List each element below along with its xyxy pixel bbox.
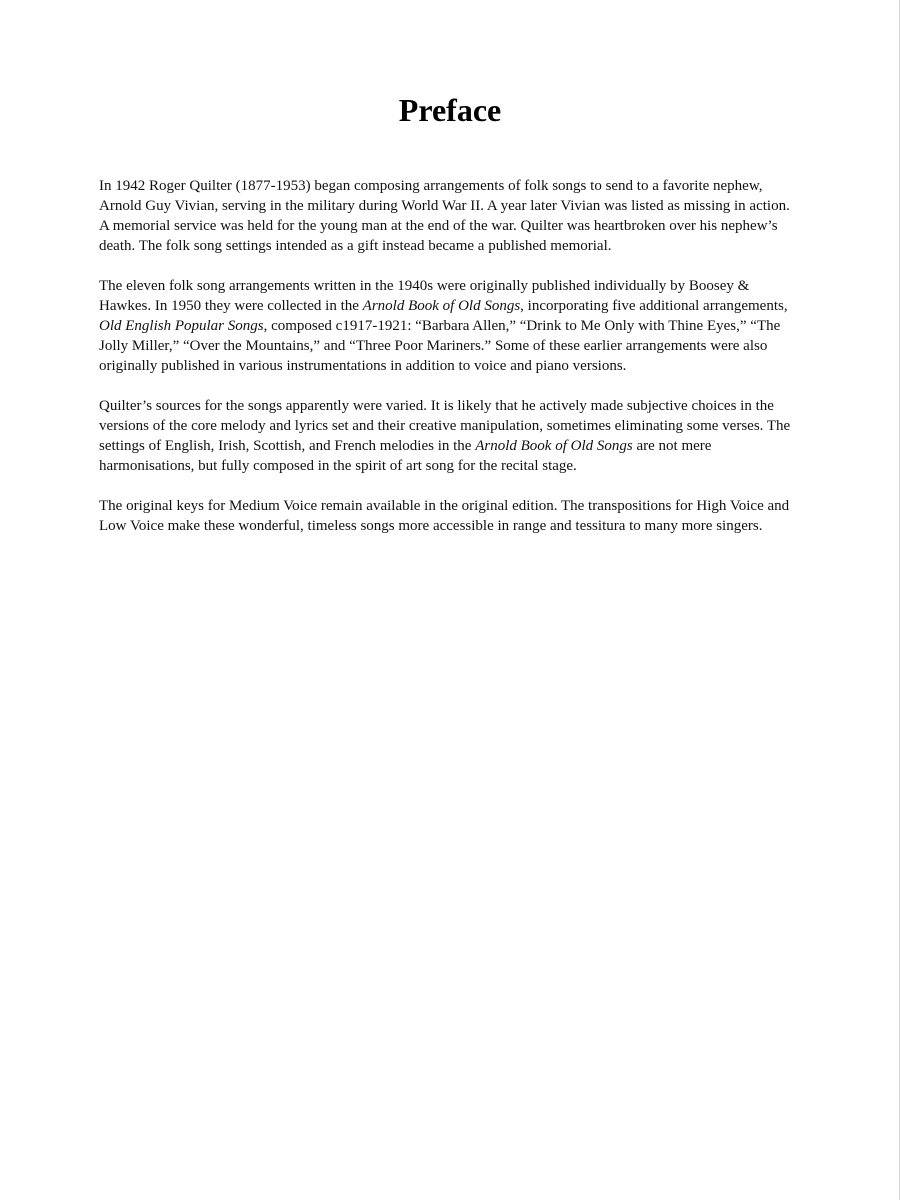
preface-body [99,176,799,556]
paragraph-text: are not mere harmonisations, but fully composed in the spirit of art song for the recital stage. [99,438,712,474]
collection-title-italic: Old English Popular Songs [99,318,264,334]
paragraph-text: , composed c1917-1921: “Barbara Allen,” “Drink to Me Only with Thine Eyes,” “The Jolly Miller,” “Over the Mountains,” and “Three Poor Mariners.” Some of these earlier arrangements were also originally published in various instrumentations in addition to voice and piano versions. [99,318,781,374]
paragraph-text: Quilter’s sources for the songs apparently were varied. It is likely that he actively made subjective choices in the versions of the core melody and lyrics set and their creative manipulation, sometimes eliminating some verses. The settings of English, Irish, Scottish, and French melodies in the [99,398,791,454]
book-title-italic: Arnold Book of Old Songs [475,438,633,454]
page-title: Preface [398,92,502,128]
paragraph-3 [99,396,799,476]
paragraph-text: , incorporating five additional arrangements, [520,298,788,314]
paragraph-text: In 1942 Roger Quilter (1877-1953) began composing arrangements of folk songs to send to a favorite nephew, Arnold Guy Vivian, serving in the military during World War II. A year later Vivian was listed as missing in action. A memorial service was held for the young man at the end of the war. Quilter was heartbroken over his nephew’s death. The folk song settings intended as a gift instead became a published memorial. [99,178,790,254]
paragraph-2 [99,276,799,376]
paragraph-text: The original keys for Medium Voice remain available in the original edition. The transpositions for High Voice and Low Voice make these wonderful, timeless songs more accessible in range and tessitura to many more singers. [99,498,790,534]
paragraph-1 [99,176,799,256]
book-title-italic: Arnold Book of Old Songs [362,298,521,314]
paragraph-text: The eleven folk song arrangements written in the 1940s were originally published individually by Boosey & Hawkes. In 1950 they were collected in the [99,278,750,314]
paragraph-4 [99,496,799,536]
